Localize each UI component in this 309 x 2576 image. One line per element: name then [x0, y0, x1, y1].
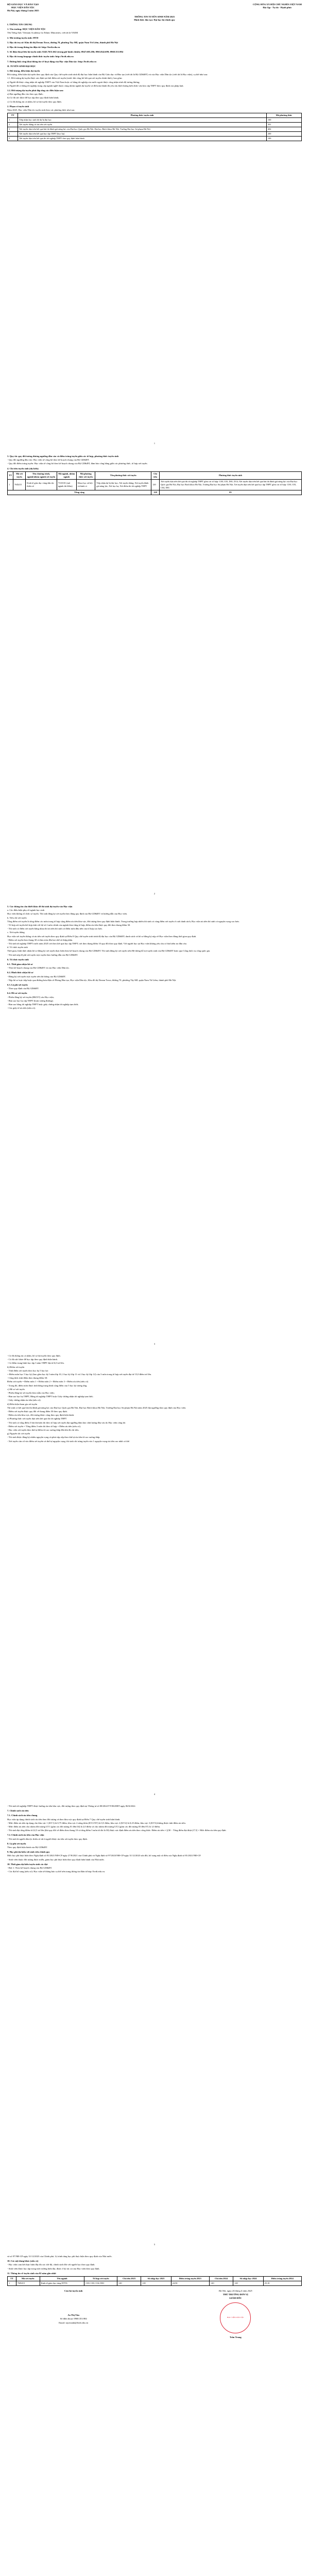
- table-cell: Xét tuyển dựa trên kết quả thi tốt nghiệp THPT theo quy định hiện hành: [18, 137, 267, 141]
- paragraph: Thời gian, hình thức nhận hồ sơ đăng ký xét tuyển thực hiện theo kế hoạch chung của Bộ GD&ĐT. Thí sinh đăng ký xét tuyển trên Hệ thống hỗ trợ tuyển sinh của Bộ GD&ĐT hoặc qua Cổng dịch vụ công quốc gia.: [7, 950, 211, 953]
- paragraph: Đối tượng, điều kiện dự tuyển theo quy định của Quy chế tuyển sinh trình độ đại học hiện hành của Bộ Giáo dục và Đào tạo (viết tắt là Bộ GD&ĐT) và của Học viện Dân tộc (viết tắt là Học viện), cụ thể như sau:: [7, 73, 208, 76]
- table-row: [8, 127, 302, 132]
- table-cell: 1: [8, 118, 18, 123]
- paragraph: e) Phương thức xét tuyển dựa trên kết quả thi tốt nghiệp THPT: [7, 1417, 67, 1420]
- column-header: Chỉ tiêu 2024: [209, 2277, 233, 2281]
- section-heading: 4. Chỉ tiêu tuyển sinh (dự kiến): [7, 467, 39, 470]
- column-header: Mã phương thức xét tuyển: [76, 471, 95, 479]
- table-cell: Tiếp nhận dự bị đại học; Xét tuyển thẳng; Xét tuyển đánh giá năng lực; Xét học bạ; Xét điểm thi tốt nghiệp THPT: [95, 479, 151, 490]
- paragraph: c. Xét tuyển thẳng: [7, 931, 25, 934]
- table-cell: Xét tuyển thẳng và ưu tiên xét tuyển: [18, 123, 267, 127]
- paragraph: 1.1. Đối tượng dự tuyển được xác định tại thời điểm xét tuyển (trước khi công bố kết quả xét tuyển chính thức), bao gồm:: [7, 77, 123, 80]
- paragraph: - Bản sao bằng tốt nghiệp THPT hoặc giấy chứng nhận tốt nghiệp tạm thời;: [7, 1003, 79, 1006]
- table-cell: 5: [8, 137, 18, 141]
- section-heading: 8. Lệ phí xét tuyển: [7, 1842, 26, 1845]
- table-row: [8, 132, 302, 137]
- page-1-body: [7, 23, 302, 112]
- table-row: [8, 123, 302, 127]
- section-heading: 5. Các thông tin cần thiết khác để thí sinh dự tuyển vào Học viện: [7, 905, 73, 908]
- section-heading: 6.4. Hồ sơ xét tuyển: [7, 992, 27, 995]
- paragraph: - Các đợt bổ sung (nếu có): Học viện sẽ thông báo cụ thể trên trang thông tin điện tử http://hvdt.edu.vn.: [7, 1870, 106, 1873]
- section-heading: 6.2. Hình thức nhận hồ sơ: [7, 971, 33, 974]
- section-heading: II. TUYỂN SINH ĐẠI HỌC: [7, 64, 36, 67]
- history-table: [7, 2276, 302, 2286]
- paragraph: - Điểm xét tuyển = Tổng điểm 3 môn thi theo tổ hợp + Điểm ưu tiên (nếu có).: [7, 1425, 81, 1428]
- paragraph: - Sinh viên thuộc đối tượng được miễn, giảm học phí thực hiện theo quy định hiện hành của Nhà nước.: [7, 1858, 105, 1861]
- column-header: Phương thức tuyển sinh: [18, 113, 267, 118]
- paragraph: - Học viện cam kết thực hiện đầy đủ các chế độ, chính sách đối với người học theo quy định.: [7, 2263, 95, 2266]
- table-cell: Kinh tế giáo dục vùng dân tộc thiểu số: [26, 479, 57, 490]
- paragraph: - Học viện xét tuyển theo thứ tự điểm từ cao xuống thấp đến khi đủ chỉ tiêu.: [7, 1429, 79, 1432]
- page-number: 5: [153, 2243, 156, 2246]
- section-heading: 7. Đường link công khai thông tin về hoạt động của Học viện Dân tộc: http://hvdt.edu.vn: [7, 60, 97, 63]
- paragraph: Học viện áp dụng chính sách ưu tiên theo đối tượng và theo khu vực quy định tại Điều 7 Quy chế tuyển sinh hiện hành.: [7, 1818, 121, 1821]
- sign-left: [7, 2289, 140, 2339]
- paragraph: - Có điểm trung bình học tập 3 năm THPT đạt từ 6,0 trở lên.: [7, 1362, 64, 1365]
- paragraph: g) Nguyên tắc xét tuyển: [7, 1432, 30, 1435]
- table-cell: 120: [209, 2281, 233, 2286]
- section-heading: 10. Các nội dung khác (nếu có): [7, 2260, 39, 2263]
- paragraph: b. Tiêu chí xét tuyển: [7, 916, 27, 919]
- table-cell: 24,50: [171, 2281, 209, 2286]
- table-cell: Xét tuyển dựa trên kết quả học tập THPT (học bạ): [18, 132, 267, 137]
- section-heading: 1. Tên trường: HỌC VIỆN DÂN TỘC: [7, 28, 46, 31]
- section-heading: 6. Tổ chức tuyển sinh: [7, 958, 29, 961]
- page-4-body: [7, 1354, 302, 1443]
- column-header: Mã ngành, nhóm ngành: [57, 471, 76, 479]
- officer-role: Cán bộ tuyển sinh: [64, 2290, 83, 2293]
- section-heading: 1.2. Đối tượng dự tuyển phải đáp ứng các điều kiện sau:: [7, 89, 64, 92]
- section-heading: 6. Địa chỉ trang fanpage chính thức tuyển sinh: http://hvdt.edu.vn: [7, 55, 74, 58]
- table-cell: 402: [266, 127, 301, 132]
- table-cell: 120: [233, 2281, 263, 2286]
- section-heading: 4. Địa chỉ trang thông tin điện tử: http://hvdt.edu.vn: [7, 46, 60, 49]
- table-cell: 100: [266, 118, 301, 123]
- column-header: Điểm trúng tuyển 2024: [263, 2277, 301, 2281]
- paragraph: - Điểm xét tuyển theo thang 30 và làm tròn đến hai chữ số thập phân.: [7, 938, 73, 941]
- paragraph: b) Có đủ sức khỏe để học tập theo quy định hiện hành;: [7, 96, 59, 99]
- column-header: Mã xét tuyển: [13, 471, 25, 479]
- column-header: Mã phương thức: [266, 113, 301, 118]
- paragraph: a. Các điều kiện phụ về ngành học sinh: [7, 909, 45, 912]
- paragraph: - Tính điểm xét tuyển theo học bạ 5 học kỳ:: [7, 1369, 49, 1372]
- ministry-name: BỘ GIÁO DỤC VÀ ĐÀO TẠO: [7, 3, 39, 6]
- table-row: [8, 2281, 302, 2286]
- institution-name: HỌC VIỆN DÂN TỘC: [11, 6, 35, 9]
- table-cell: Xét tuyển dựa trên kết quả thi tốt nghiệp THPT gồm các tổ hợp: C00, C03, D01, D14; Xét tuyển dựa trên kết quả bài thi đánh giá năng lực của Đại học Quốc gia Hà Nội, Đại học Bách khoa Hà Nội, Trường Đại học Sư phạm Hà Nội; Xét tuyển dựa trên kết quả học tập THPT gồm các tổ hợp: C00, C03, C04, D01: [159, 479, 301, 490]
- section-heading: 10. Thời gian dự kiến tuyển sinh các đợt: [7, 1862, 48, 1866]
- table-cell: 200: [266, 132, 301, 137]
- national-title: CỘNG HÒA XÃ HỘI CHỦ NGHĨA VIỆT NAM: [252, 3, 302, 6]
- paragraph: c) Có đủ thông tin cá nhân, hồ sơ dự tuyển theo quy định.: [7, 100, 62, 103]
- paragraph: - Thí sinh có điểm xét tuyển bằng nhau thì ưu tiên thí sinh có điểm môn đầu tiên của tổ hợp cao hơn.: [7, 927, 102, 930]
- paragraph: Mức học phí thực hiện theo Nghị định số 81/2021/NĐ-CP ngày 27/8/2021 của Chính phủ và Nghị định số 97/2023/NĐ-CP ngày 31/12/2023 sửa đổi, bổ sung một số điều của Nghị định số 81/2021/NĐ-CP.: [7, 1854, 201, 1857]
- column-header: Tên chương trình, ngành/nhóm ngành xét tuyển: [26, 471, 57, 479]
- paragraph: - Điểm ưu tiên khu vực, đối tượng được cộng theo quy định hiện hành.: [7, 1414, 75, 1417]
- column-header: TT: [8, 113, 18, 118]
- page-5-body: [7, 1804, 302, 1873]
- paragraph: - Có đủ sức khỏe để học tập theo quy định hiện hành.: [7, 1358, 58, 1361]
- table-cell: 7SD215: [13, 479, 25, 490]
- sign-date: Hà Nội, ngày 24 tháng 4 năm 2025: [218, 2290, 252, 2293]
- table-cell: Tiếp nhận học sinh hệ dự bị đại học: [18, 118, 267, 123]
- column-header: TT: [8, 471, 13, 479]
- page-3: [7, 904, 302, 1349]
- title-line: THÔNG TIN TUYỂN SINH NĂM 2025: [134, 15, 175, 18]
- section-heading: 7. Chính sách ưu tiên: [7, 1809, 29, 1812]
- paragraph: d. Tổ chức tuyển sinh: [7, 946, 28, 949]
- document-title: [7, 15, 302, 22]
- column-header: TT: [8, 2277, 16, 2281]
- column-header: Tên ngành: [40, 2277, 84, 2281]
- paragraph: Năm 2025, Học viện Dân tộc tuyển sinh theo các phương thức như sau:: [7, 109, 75, 112]
- column-header: Phương thức tuyển sinh: [159, 471, 301, 479]
- head-title: GIÁM ĐỐC: [229, 2297, 242, 2300]
- paragraph: - Sinh viên được học tập trong môi trường hiện đại, được ở ký túc xá của Học viện theo quy định.: [7, 2267, 100, 2270]
- paragraph: - Thí sinh nộp lệ phí xét tuyển trực tuyến theo hướng dẫn của Bộ GD&ĐT.: [7, 953, 78, 956]
- paragraph: - Trong đó, điểm môn được tính bằng trung bình cộng điểm của 5 học kỳ tương ứng.: [7, 1384, 88, 1387]
- paragraph: - Điểm xét tuyển được quy đổi về thang điểm 30 theo quy định.: [7, 1410, 67, 1413]
- paragraph: - Bản sao học bạ cấp THPT (hoặc tương đương);: [7, 999, 54, 1002]
- table-cell: 118: [141, 2281, 171, 2286]
- total-methods: 05: [159, 490, 301, 495]
- paragraph: - Các giấy tờ ưu tiên (nếu có).: [7, 1007, 36, 1010]
- paragraph: - Thí sinh là người dân tộc thiểu số rất ít người được ưu tiên xét tuyển theo quy định.: [7, 1837, 88, 1840]
- document-header: [7, 3, 302, 9]
- column-header: Điểm trúng tuyển 2023: [171, 2277, 209, 2281]
- head-role: THỦ TRƯỞNG ĐƠN VỊ: [222, 2293, 248, 2296]
- page-6: [7, 2255, 302, 2576]
- page-number: 2: [153, 892, 156, 895]
- section-heading: 7.2. Chính sách ưu tiên của Học viện: [7, 1834, 44, 1837]
- paragraph: c) Hồ sơ xét tuyển: [7, 1387, 25, 1391]
- paragraph: - Phiếu đăng ký xét tuyển (ĐKXT) vào Học viện;: [7, 995, 54, 998]
- table-cell: 7310101 (mã ngành thí điểm): [57, 479, 76, 490]
- section-heading: 6.1. Thời gian nhận hồ sơ: [7, 963, 33, 966]
- paragraph: Tên Tiếng Anh: Vietnam Academy for Ethnic Minorities, viết tắt là VAEM: [7, 31, 78, 35]
- section-heading: 1. Đối tượng, điều kiện dự tuyển: [7, 70, 40, 73]
- paragraph: d) Điều kiện tham gia xét tuyển: [7, 1402, 38, 1405]
- paragraph: và số 97/NĐ-CP ngày 31/12/2023 của Chính phủ. Lộ trình tăng học phí thực hiện theo quy định của Nhà nước.: [7, 2255, 112, 2258]
- table-cell: 3: [8, 127, 18, 132]
- section-heading: I. THÔNG TIN CHUNG: [7, 23, 32, 26]
- paragraph: - Thí sinh tốt nghiệp THPT được hưởng ưu tiên khu vực, đối tượng theo quy định tại Thông tư số 08/2022/TT-BGDĐT ngày 06/6/2022.: [7, 1805, 136, 1807]
- section-heading: 3. Địa chỉ trụ sở: Khu đô thị Dream Town, đường 70, phường Tây Mỗ, quận Nam Từ Liêm, thành phố Hà Nội: [7, 41, 118, 44]
- section-heading: 11. Thông tin về tuyển sinh của 02 năm gần nhất: [7, 2272, 56, 2275]
- paragraph: - Đợt 1: Theo kế hoạch chung của Bộ GD&ĐT.: [7, 1867, 53, 1870]
- paragraph: Theo quy định hiện hành của Bộ GD&ĐT.: [7, 1846, 48, 1849]
- table-row: [8, 118, 302, 123]
- table-cell: 100: [266, 137, 301, 141]
- total-label: Tổng cộng: [8, 490, 151, 495]
- page-2-body: [7, 454, 302, 470]
- table-cell: C00, C03, C04, D01: [84, 2281, 117, 2286]
- officer-phone: Số điện thoại: 0968.353.984: [60, 2317, 87, 2320]
- paragraph: - Mức điểm ưu tiên áp dụng cho khu vực 1 (KV1) là 0,75 điểm, khu vực 2 nông thôn (KV2-NT) là 0,5 điểm, khu vực 2 (KV2) là 0,25 điểm; khu vực 3 (KV3) không được tính điểm ưu tiên.: [7, 1821, 186, 1824]
- column-header: Mã xét tuyển: [16, 2277, 40, 2281]
- table-cell: 7SD215: [16, 2281, 40, 2286]
- paragraph: + Điểm môn học 5 học kỳ (bao gồm học kỳ I năm lớp 10, 2 học kỳ lớp 11 và 2 học kỳ lớp 12) của 3 môn trong tổ hợp xét tuyển đạt từ 15,0 điểm trở lên.: [7, 1373, 152, 1376]
- page-4: [7, 1354, 302, 1799]
- paragraph: - Theo quy định của Bộ GD&ĐT.: [7, 987, 39, 990]
- section-heading: 5. Số điện thoại liên hệ tuyển sinh: 0243.7631.662 (trong giờ hành chính); 0947.605.286; 0963.842.699; 0968.353.984: [7, 50, 124, 54]
- paragraph: Thí sinh có kết quả bài thi đánh giá năng lực của Đại học Quốc gia Hà Nội, Đại học Bách khoa Hà Nội, Trường Đại học Sư phạm Hà Nội năm 2025 đạt ngưỡng theo quy định của Học viện.: [7, 1406, 186, 1409]
- column-header: Số nhập học 2024: [233, 2277, 263, 2281]
- page-6-body: [7, 2255, 302, 2275]
- paragraph: - Tổ hợp xét tuyển kết hợp tính với hệ số 2 môn chính của ngành theo từng tổ hợp; điểm ưu tiên được quy đổi theo thang điểm 30.: [7, 924, 131, 927]
- table-cell: 1: [8, 2281, 16, 2286]
- methods-table: [7, 113, 302, 141]
- paragraph: - Mức điểm ưu tiên cho nhóm đối tượng UT1 (gồm các đối tượng 01 đến 04) là 2,0 điểm và cho nhóm đối tượng UT2 (gồm các đối tượng 05 đến 07) là 1,0 điểm.: [7, 1825, 161, 1828]
- section-heading: 6.3. Lệ phí xét tuyển: [7, 984, 28, 987]
- table-cell: 4: [8, 132, 18, 137]
- page-number: 4: [153, 1792, 156, 1795]
- paragraph: a) Đạt ngưỡng đầu vào theo quy định;: [7, 93, 43, 96]
- total-quota: 120: [151, 490, 160, 495]
- paragraph: - Xét tuyển căn cứ vào điểm xét tuyển và thứ tự nguyện vọng; thí sinh chỉ trúng tuyển vào 1 nguyện vọng ưu tiên cao nhất có thể.: [7, 1439, 130, 1443]
- paragraph: b) Điểm xét tuyển: [7, 1365, 25, 1368]
- table-cell: 2: [8, 123, 18, 127]
- national-motto: Độc lập - Tự do - Hạnh phúc: [263, 6, 292, 9]
- paragraph: - Có đủ thông tin cá nhân, hồ sơ dự tuyển theo quy định.: [7, 1354, 61, 1357]
- paragraph: - Thí sinh có tổng điểm 3 bài thi/môn thi theo tổ hợp xét tuyển đạt ngưỡng đảm bảo chất lượng đầu vào do Học viện công bố.: [7, 1421, 126, 1424]
- paragraph: - Theo kế hoạch chung của Bộ GD&ĐT và của Học viện Dân tộc.: [7, 967, 70, 970]
- paragraph: Học viện không tổ chức sơ tuyển. Thí sinh đăng ký xét tuyển theo đúng quy định của Bộ GD&ĐT và hướng dẫn của Học viện.: [7, 912, 128, 916]
- table-cell: 25,10: [263, 2281, 301, 2286]
- paragraph: Tổng điểm xét tuyển là tổng điểm các môn trong tổ hợp cộng điểm ưu tiên khu vực, đối tượng theo quy định hiện hành. Trong trường hợp nhiều thí sinh có cùng điểm xét tuyển ở cuối danh sách, Học viện ưu tiên thí sinh có nguyện vọng cao hơn.: [7, 920, 239, 923]
- section-heading: 3. Quy tắc quy đổi tương đương ngưỡng đầu vào và điểm trúng tuyển giữa các tổ hợp, phương thức tuyển sinh: [7, 455, 119, 457]
- official-seal-icon: HỌC VIỆN DÂN TỘC: [220, 2302, 251, 2333]
- paragraph: Điểm xét tuyển = Điểm môn 1 + Điểm môn 2 + Điểm môn 3 + Điểm ưu tiên (nếu có): [7, 1380, 89, 1383]
- column-header: Tên phương thức xét tuyển: [95, 471, 151, 479]
- subtitle-line: Hình thức đào tạo: Đại học hệ chính quy: [134, 19, 175, 21]
- page-5: [7, 1804, 302, 2249]
- paragraph: - Phiếu đăng ký xét tuyển theo mẫu của Học viện;: [7, 1392, 55, 1395]
- issue-date: Hà Nội, ngày tháng 4 năm 2025: [7, 9, 39, 12]
- total-row: [8, 490, 302, 495]
- paragraph: a) Người đã được công nhận tốt nghiệp THPT của Việt Nam hoặc có bằng tốt nghiệp của nước ngoài được công nhận trình độ tương đương;: [7, 80, 140, 83]
- paragraph: Học viện xét tuyển thẳng và ưu tiên xét tuyển theo quy định tại Điều 8 Quy chế tuyển sinh trình độ đại học của Bộ GD&ĐT; danh sách và hồ sơ đăng ký nộp về Học viện theo đúng thời gian quy định.: [7, 935, 197, 938]
- paragraph: - Nộp hồ sơ trực tiếp hoặc qua đường bưu điện về Phòng Đào tạo, Học viện Dân tộc, Khu đô thị Dream Town, đường 70, phường Tây Mỗ, quận Nam Từ Liêm, thành phố Hà Nội.: [7, 978, 177, 981]
- paragraph: - Quy đổi ngưỡng đầu vào: Học viện sẽ công bố theo kế hoạch chung của Bộ GD&ĐT.: [7, 459, 90, 462]
- table-cell: 120: [117, 2281, 141, 2286]
- paragraph: - Thí sinh tốt nghiệp THPT trước năm 2025 xét theo kết quả học tập THPT; xét theo thang điểm 10 quy đổi theo quy định. Với người học tại Học viện không yêu cầu có bài kiểm tra đầu vào.: [7, 942, 187, 945]
- paragraph: - Đăng ký xét tuyển trực tuyến trên hệ thống của Bộ GD&ĐT.: [7, 975, 66, 978]
- table-cell: Khoa học xã hội và hành vi: [76, 479, 95, 490]
- column-header: Chỉ tiêu 2023: [117, 2277, 141, 2281]
- paragraph: b) Người đã có bằng tốt nghiệp trung cấp ngành nghề thuộc cùng nhóm ngành dự tuyển và đã hoàn thành đủ yêu cầu khối lượng kiến thức văn hóa cấp THPT theo quy định của pháp luật.: [7, 84, 184, 87]
- column-header: Tổ hợp xét tuyển: [84, 2277, 117, 2281]
- section-heading: 7.1. Chính sách ưu tiên chung: [7, 1814, 38, 1817]
- table-row: [8, 137, 302, 141]
- page-number: 3: [153, 1342, 156, 1345]
- table-cell: 1: [8, 479, 13, 490]
- page-3-body: [7, 905, 302, 1010]
- table-cell: 120: [151, 479, 160, 490]
- page-number: 1: [153, 442, 156, 445]
- section-heading: 9. Học phí dự kiến với sinh viên chính quy: [7, 1851, 50, 1854]
- quota-table: [7, 471, 302, 495]
- table-cell: 301: [266, 123, 301, 127]
- section-heading: 2. Phạm vi tuyển sinh: [7, 105, 29, 108]
- paragraph: - Giấy chứng nhận ưu tiên (nếu có).: [7, 1399, 41, 1402]
- section-heading: 2. Mã trường tuyển sinh: HVD: [7, 36, 39, 39]
- page-1: [7, 3, 302, 448]
- table-cell: Xét tuyển dựa trên kết quả bài thi đánh giá năng lực của Đại học Quốc gia Hà Nội, Đại học Bách khoa Hà Nội, Trường Đại học Sư phạm Hà Nội: [18, 127, 267, 132]
- paragraph: - Thí sinh đạt tổng điểm từ 22,5 trở lên (khi quy đổi về điểm theo thang 10 và tổng điểm 3 môn tối đa là 30) được xác định điểm ưu tiên theo công thức: Điểm ưu tiên = [(30 − Tổng điểm đạt được)/7,5] × Mức điểm ưu tiên quy định.: [7, 1829, 227, 1832]
- sign-right: [169, 2289, 302, 2339]
- column-header: Chỉ tiêu: [151, 471, 160, 479]
- paragraph: - Quy đổi điểm trúng tuyển: Học viện sẽ công bố theo kế hoạch chung của Bộ GD&ĐT, đảm bảo công bằng giữa các phương thức, tổ hợp xét tuyển.: [7, 462, 148, 465]
- officer-email: Email: tuyensinh@hvdt.edu.vn: [59, 2321, 89, 2324]
- paragraph: - Thí sinh được đăng ký nhiều nguyện vọng và phải sắp xếp theo thứ tự ưu tiên từ cao xuống thấp.: [7, 1436, 100, 1439]
- table-row: [8, 479, 302, 490]
- officer-name: Ao Thị Tân: [67, 2314, 79, 2317]
- paragraph: - Bản sao học bạ THPT, Bằng tốt nghiệp THPT hoặc Giấy chứng nhận tốt nghiệp tạm thời;: [7, 1395, 93, 1398]
- column-header: Số nhập học 2023: [141, 2277, 171, 2281]
- signature-block: [7, 2289, 302, 2339]
- page-2: [7, 453, 302, 899]
- paragraph: - Công thức tính điểm theo thang điểm 30:: [7, 1377, 48, 1380]
- head-name: Trần Trung: [229, 2335, 242, 2338]
- table-cell: Kinh tế giáo dục vùng DTTS: [40, 2281, 84, 2286]
